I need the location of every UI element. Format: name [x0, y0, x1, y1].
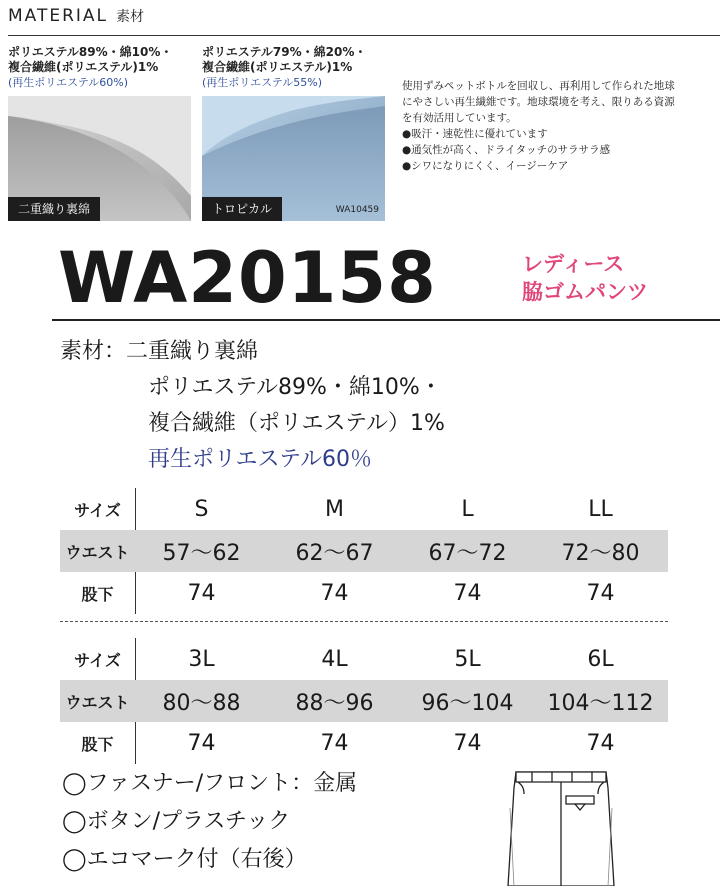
- waist-cell: 62〜67: [295, 540, 374, 566]
- description-line: を有効活用しています。: [402, 112, 517, 124]
- inseam-cell: 74: [320, 730, 349, 756]
- swatch-1-line1: ポリエステル89%・綿10%・: [8, 45, 173, 59]
- category-line2: 脇ゴムパンツ: [522, 280, 648, 304]
- row-header-inseam: 股下: [81, 734, 114, 754]
- spec-button: ◯ボタン/プラスチック: [62, 809, 291, 834]
- size-cell: LL: [588, 496, 613, 522]
- waist-row: [60, 530, 668, 572]
- swatch-2-line2: 複合繊維(ポリエステル)1%: [202, 60, 353, 74]
- section-title: MATERIAL: [8, 6, 109, 26]
- material-line-2: ポリエステル89%・綿10%・: [148, 375, 442, 400]
- swatch-2-fabric-image: [202, 96, 385, 221]
- inseam-cell: 74: [320, 580, 349, 606]
- waist-cell: 67〜72: [428, 540, 507, 566]
- swatch-2-line1: ポリエステル79%・綿20%・: [202, 45, 367, 59]
- waist-cell: 96〜104: [421, 690, 514, 716]
- inseam-row: [60, 572, 668, 614]
- header-divider: [8, 35, 720, 36]
- material-description: [402, 78, 718, 174]
- feature-bullet: ●通気性が高く、ドライタッチのサラサラ感: [402, 144, 611, 156]
- inseam-cell: 74: [187, 730, 216, 756]
- inseam-row: [60, 722, 668, 764]
- product-category: [522, 250, 648, 306]
- feature-bullet: ●シワになりにくく、イージーケア: [402, 160, 569, 172]
- waist-cell: 80〜88: [162, 690, 241, 716]
- inseam-cell: 74: [586, 730, 615, 756]
- waist-cell: 72〜80: [561, 540, 640, 566]
- row-header-size: サイズ: [74, 500, 121, 520]
- swatch-2-code: WA10459: [335, 205, 379, 215]
- model-divider: [52, 319, 720, 321]
- size-cell: L: [461, 496, 474, 522]
- spec-ecomark: ◯エコマーク付（右後）: [62, 847, 307, 872]
- size-row: [60, 488, 668, 530]
- material-line-1: 素材：二重織り裏綿: [60, 339, 259, 364]
- feature-bullet: ●吸汗・速乾性に優れています: [402, 128, 548, 140]
- size-table-1: [60, 488, 668, 614]
- description-line: にやさしい再生繊維です。地球環境を考え、限りある資源: [402, 96, 675, 108]
- section-header: [8, 6, 144, 26]
- product-model-number: WA20158: [58, 237, 437, 319]
- swatch-1-line2: 複合繊維(ポリエステル)1%: [8, 60, 159, 74]
- swatch-2-label: トロピカル: [202, 197, 282, 221]
- inseam-cell: 74: [453, 580, 482, 606]
- spec-fastener: ◯ファスナー/フロント：金属: [62, 771, 358, 796]
- inseam-cell: 74: [453, 730, 482, 756]
- swatch-1-fabric-image: [8, 96, 191, 221]
- swatch-1-label: 二重織り裏綿: [8, 197, 100, 221]
- row-header-inseam: 股下: [81, 584, 114, 604]
- size-cell: 6L: [587, 646, 614, 672]
- material-recycled: 再生ポリエステル60％: [148, 447, 373, 472]
- inseam-cell: 74: [187, 580, 216, 606]
- size-cell: 4L: [321, 646, 348, 672]
- size-cell: S: [194, 496, 209, 522]
- size-cell: 5L: [454, 646, 481, 672]
- swatch-1-note: (再生ポリエステル60%): [8, 76, 129, 89]
- row-header-waist: ウエスト: [65, 692, 130, 712]
- row-header-size: サイズ: [74, 650, 121, 670]
- size-row: [60, 638, 668, 680]
- waist-cell: 104〜112: [547, 690, 654, 716]
- category-line1: レディース: [522, 252, 625, 276]
- material-line-3: 複合繊維（ポリエステル）1%: [148, 411, 445, 436]
- row-header-waist: ウエスト: [65, 542, 130, 562]
- swatch-1-composition: [8, 45, 172, 90]
- swatch-2-composition: [202, 45, 366, 90]
- pants-back-icon: [502, 768, 620, 886]
- waist-row: [60, 680, 668, 722]
- size-table-2: [60, 638, 668, 764]
- table-separator: [60, 621, 668, 622]
- swatch-2-note: (再生ポリエステル55%): [202, 76, 323, 89]
- section-title-jp: 素材: [116, 9, 145, 25]
- description-line: 使用ずみペットボトルを回収し、再利用して作られた地球: [402, 80, 675, 92]
- inseam-cell: 74: [586, 580, 615, 606]
- size-cell: 3L: [188, 646, 215, 672]
- waist-cell: 88〜96: [295, 690, 374, 716]
- waist-cell: 57〜62: [162, 540, 241, 566]
- pants-illustration: [502, 768, 620, 886]
- size-cell: M: [325, 496, 344, 522]
